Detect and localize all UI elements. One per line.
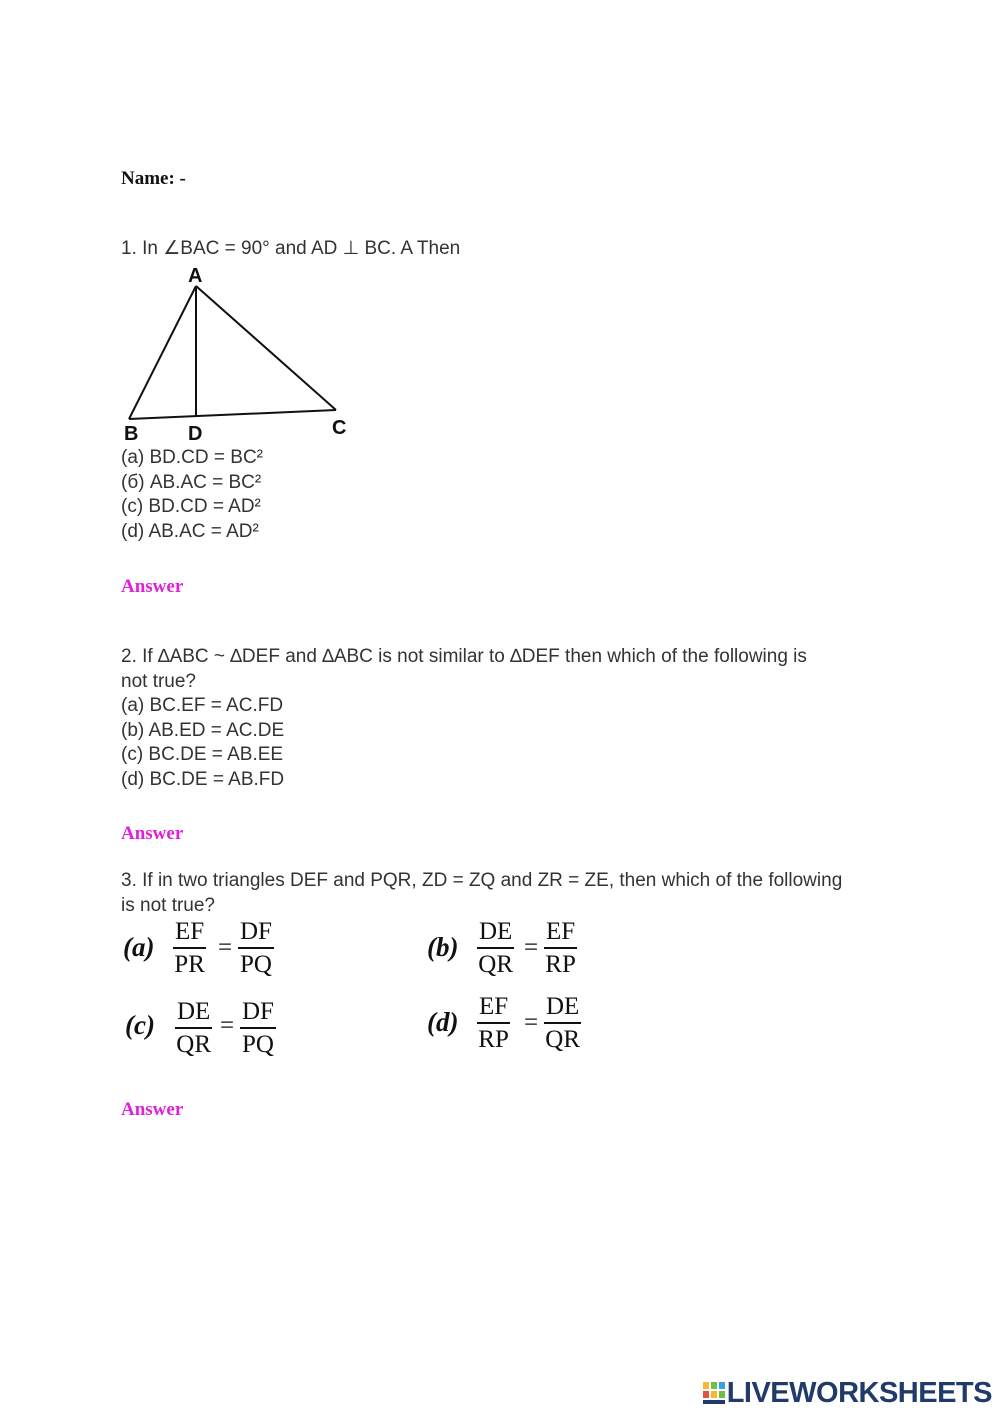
equals-sign: = (220, 1012, 235, 1039)
fraction-left: $\frac{DE}{QR}$ (478, 918, 514, 978)
option-c[interactable]: (c) BD.CD = AD² (121, 496, 261, 517)
question-3-prompt-line1: 3. If in two triangles DEF and PQR, ZD = ZQ and ZR = ZE, then which of the following (121, 870, 843, 891)
answer-field-1[interactable]: Answer (121, 576, 184, 597)
option-a[interactable]: (a) BC.EF = AC.FD (121, 695, 284, 716)
fraction-right: $\frac{DE}{QR}$ (545, 993, 581, 1053)
question-3-prompt-line2: is not true? (121, 894, 215, 916)
option-letter: (a) (123, 932, 155, 962)
vertex-label-a: A (188, 265, 203, 287)
vertex-label-b: B (124, 423, 139, 444)
question-3 (121, 869, 881, 918)
question-2-prompt-line2: not true? (121, 670, 196, 692)
option-b[interactable]: (б) AB.AC = BC² (121, 471, 262, 493)
liveworksheets-logo-icon (703, 1380, 725, 1406)
fraction-right: $\frac{EF}{RP}$ (545, 918, 576, 978)
option-c[interactable]: (c) BC.DE = AB.EE (121, 744, 284, 765)
fraction-right: $\frac{DF}{PQ}$ (242, 998, 274, 1058)
option-c[interactable] (125, 998, 295, 1068)
triangle-figure (118, 262, 363, 444)
equals-sign: = (218, 934, 233, 961)
side-ab (129, 286, 196, 419)
liveworksheets-logo[interactable] (703, 1377, 992, 1409)
side-ac (196, 286, 336, 410)
option-a[interactable] (123, 918, 293, 988)
question-2-prompt-line1: 2. If ∆ABC ~ ∆DEF and ∆ABC is not similar to ∆DEF then which of the following is (121, 646, 807, 667)
answer-field-2[interactable]: Answer (121, 823, 184, 844)
option-d[interactable] (427, 993, 597, 1063)
option-d[interactable]: (d) BC.DE = AB.FD (121, 768, 285, 790)
question-2 (121, 645, 881, 792)
fraction-left: $\frac{EF}{RP}$ (478, 993, 509, 1053)
side-bc (129, 410, 336, 419)
equals-sign: = (524, 1009, 539, 1036)
option-b[interactable] (427, 918, 597, 988)
equals-sign: = (524, 934, 539, 961)
option-letter: (b) (427, 932, 459, 962)
answer-field-3[interactable]: Answer (121, 1099, 184, 1120)
question-1-options (121, 446, 881, 544)
option-a[interactable]: (a) BD.CD = BC² (121, 447, 263, 468)
vertex-label-c: C (332, 417, 347, 439)
option-letter: (d) (427, 1007, 459, 1037)
fraction-left: $\frac{DE}{QR}$ (176, 998, 212, 1058)
name-label: Name: - (121, 168, 186, 189)
question-1-prompt: 1. In ∠BAC = 90° and AD ⊥ BC. A Then (121, 238, 461, 259)
liveworksheets-logo-text: LIVEWORKSHEETS (726, 1376, 992, 1409)
option-letter: (c) (125, 1010, 155, 1040)
option-d[interactable]: (d) AB.AC = AD² (121, 520, 259, 542)
option-b[interactable]: (b) AB.ED = AC.DE (121, 719, 285, 741)
fraction-right: $\frac{DF}{PQ}$ (240, 918, 272, 978)
fraction-left: $\frac{EF}{PR}$ (174, 918, 205, 978)
vertex-label-d: D (188, 423, 203, 444)
